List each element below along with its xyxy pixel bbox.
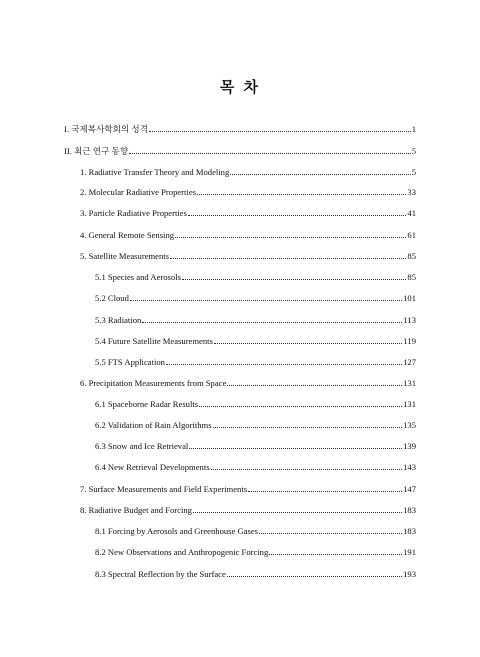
toc-entry-label: 2. Molecular Radiative Properties: [80, 187, 196, 197]
toc-entry-label: 5.3 Radiation: [95, 315, 142, 325]
toc-entry-label: I. 국제복사학회의 성격: [64, 124, 149, 134]
dot-leader: [248, 485, 402, 492]
toc-entry-label: 5.1 Species and Aerosols: [95, 272, 181, 282]
toc-entry-label: 8.2 New Observations and Anthropogenic Forcing: [95, 547, 269, 557]
toc-entry: [80, 187, 416, 198]
toc-entry-page: 131: [403, 399, 416, 409]
toc-entry: [64, 146, 416, 157]
toc-entry-page: 33: [407, 187, 416, 197]
toc-entry-label: 8.3 Spectral Reflection by the Surface: [95, 569, 226, 579]
toc-entry: [95, 315, 416, 326]
toc-entry: [95, 399, 416, 410]
toc-entry-page: 85: [407, 251, 416, 261]
toc-entry-label: 6.3 Snow and Ice Retrieval: [95, 441, 189, 451]
toc-entry-label: 8. Radiative Budget and Forcing: [80, 505, 192, 515]
toc-entry: [80, 251, 416, 262]
dot-leader: [129, 147, 411, 154]
dot-leader: [188, 209, 406, 216]
toc-entry-label: 5. Satellite Measurements: [80, 251, 170, 261]
toc-entry: [80, 378, 416, 389]
toc-entry-page: 113: [403, 315, 416, 325]
toc-entry-label: 6.4 New Retrieval Developments: [95, 462, 210, 472]
toc-entry-page: 1: [411, 124, 416, 134]
toc-entry-label: 6. Precipitation Measurements from Space: [80, 378, 227, 388]
toc-entry: [95, 569, 416, 580]
toc-entry-label: II. 최근 연구 동향: [64, 146, 129, 156]
dot-leader: [227, 570, 402, 577]
dot-leader: [199, 400, 402, 407]
toc-entry-page: 5: [411, 167, 416, 177]
toc-entry-label: 5.5 FTS Application: [95, 357, 165, 367]
toc-entry-page: 119: [403, 336, 416, 346]
toc-entry: [80, 505, 416, 516]
dot-leader: [214, 337, 403, 344]
dot-leader: [213, 421, 403, 428]
dot-leader: [193, 506, 402, 513]
toc-entry-label: 8.1 Forcing by Aerosols and Greenhouse Gases: [95, 526, 259, 536]
toc-entry: [95, 462, 416, 473]
toc-entry: [95, 336, 416, 347]
toc-entry-label: 5.2 Cloud: [95, 293, 129, 303]
page-title: 목 차: [219, 78, 261, 96]
toc-entry-page: 143: [403, 462, 416, 472]
toc-entry-page: 5: [411, 146, 416, 156]
toc-entry-label: 1. Radiative Transfer Theory and Modeling: [80, 167, 230, 177]
dot-leader: [189, 442, 402, 449]
toc-entry-page: 127: [403, 357, 416, 367]
toc-entry: [80, 484, 416, 495]
toc-entry-page: 147: [403, 484, 416, 494]
toc-entry-page: 131: [403, 378, 416, 388]
toc-entry-page: 191: [403, 547, 416, 557]
toc-entry: [95, 420, 416, 431]
dot-leader: [170, 252, 406, 259]
dot-leader: [227, 379, 402, 386]
toc-entry: [80, 230, 416, 241]
toc-entry-page: 101: [403, 293, 416, 303]
dot-leader: [130, 294, 402, 301]
dot-leader: [166, 358, 402, 365]
toc-entry-page: 193: [403, 569, 416, 579]
toc-entry-page: 41: [407, 208, 416, 218]
toc-entry: [95, 357, 416, 368]
dot-leader: [269, 548, 402, 555]
toc-entry: [95, 293, 416, 304]
toc-entry-page: 183: [403, 526, 416, 536]
dot-leader: [197, 188, 406, 195]
toc-entry: [80, 167, 416, 178]
toc-entry-label: 6.1 Spaceborne Radar Results: [95, 399, 199, 409]
toc-entry-label: 3. Particle Radiative Properties: [80, 208, 187, 218]
toc-entry: [80, 208, 416, 219]
dot-leader: [211, 463, 403, 470]
toc-entry-page: 183: [403, 505, 416, 515]
dot-leader: [149, 125, 411, 132]
toc-entry-label: 6.2 Validation of Rain Algorithms: [95, 420, 212, 430]
toc-entry-page: 61: [407, 230, 416, 240]
toc-entry: [95, 526, 416, 537]
toc-entry-page: 139: [403, 441, 416, 451]
toc-entry-label: 7. Surface Measurements and Field Experiments: [80, 484, 248, 494]
dot-leader: [259, 527, 402, 534]
toc-entry-page: 85: [407, 272, 416, 282]
dot-leader: [175, 231, 406, 238]
toc-entry-page: 135: [403, 420, 416, 430]
dot-leader: [182, 273, 406, 280]
dot-leader: [142, 316, 402, 323]
toc-entry: [95, 547, 416, 558]
toc-entry-label: 4. General Remote Sensing: [80, 230, 175, 240]
toc-entry: [95, 272, 416, 283]
toc-entry: [95, 441, 416, 452]
dot-leader: [230, 168, 410, 175]
toc-entry: [64, 124, 416, 135]
toc-entry-label: 5.4 Future Satellite Measurements: [95, 336, 213, 346]
